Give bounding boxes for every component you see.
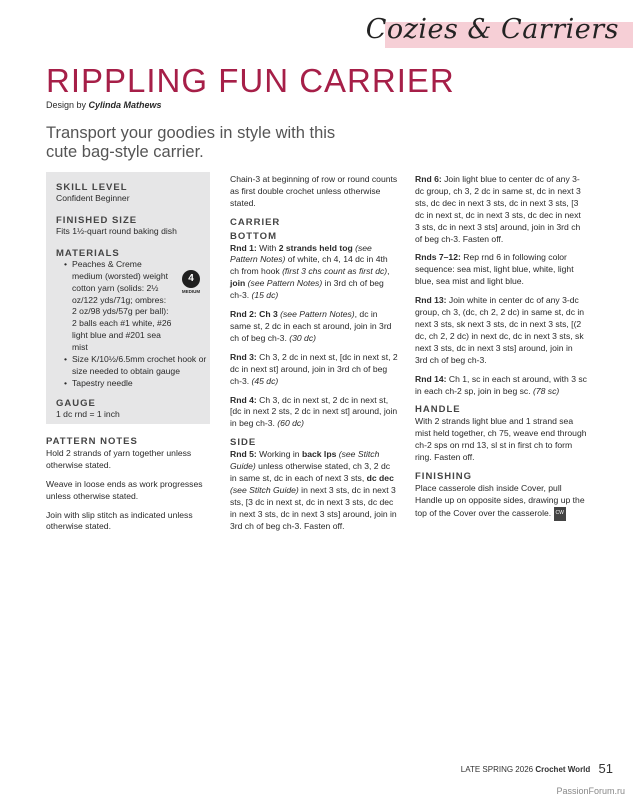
instructions-column-2	[230, 174, 398, 539]
page-footer	[461, 761, 613, 776]
yarn-weight-icon	[176, 270, 206, 296]
finishing-heading: FINISHING	[415, 470, 473, 482]
rounds-7-12: Rnds 7–12: Rep rnd 6 in following color sequence: sea mist, light blue, white, light blue, sea mist and light blue.	[415, 252, 574, 287]
gauge-heading: GAUGE	[56, 397, 96, 409]
bottom-heading: BOTTOM	[230, 230, 277, 242]
handle-text: With 2 strands light blue and 1 strand sea mist held together, ch 75, weave end through ch-2 sps on rnd 13, sl st in first ch to form ring. Fasten off.	[415, 416, 587, 463]
round-13: Rnd 13: Join white in center dc of any 3-dc group, ch 3, (dc, ch 2, 2 dc) in same st, dc in next 3 sts, sk next 3 sts, dc in next 3 sts, [(2 dc, ch 2, 2 dc) in next dc, dc in next 3 sts, sk next 3 sts, dc in next 3 sts] around, join in 3rd ch of beg ch-3.	[415, 295, 585, 365]
intro-text: Transport your goodies in style with this cute bag-style carrier.	[46, 124, 336, 161]
handle-heading: HANDLE	[415, 404, 461, 416]
side-heading: SIDE	[230, 437, 257, 449]
pattern-note: Weave in loose ends as work progresses unless otherwise stated.	[46, 478, 203, 501]
round-4: Rnd 4: Ch 3, dc in next st, 2 dc in next st, [dc in next 2 sts, 2 dc in next st] around, join in beg ch-3. (60 dc)	[230, 394, 398, 429]
designer-credit	[46, 100, 162, 110]
magazine-name: Crochet World	[535, 765, 591, 774]
material-item: • Tapestry needle	[64, 378, 210, 390]
design-prefix: Design by	[46, 100, 87, 110]
page-number: 51	[598, 761, 613, 776]
pattern-note: Join with slip stitch as indicated unless otherwise stated.	[46, 509, 193, 532]
page-title: RIPPLING FUN CARRIER	[46, 62, 455, 99]
gauge-text: 1 dc rnd = 1 inch	[56, 408, 120, 419]
pattern-note: Hold 2 strands of yarn together unless otherwise stated.	[46, 447, 192, 470]
material-item: • Peaches & Creme medium (worsted) weight cotton yarn (solids: 2½ oz/122 yds/71g; ombres: 2 oz/98 yds/57g per ball): 2 balls each #1 white, #26 light blue and #201 sea mist	[64, 259, 210, 354]
pattern-notes-heading: PATTERN NOTES	[46, 436, 138, 447]
finishing-text: Place casserole dish inside Cover, pull Handle up on opposite sides, drawing up the top of the Cover over the casserole. CW	[415, 483, 587, 521]
round-3: Rnd 3: Ch 3, 2 dc in next st, [dc in next st, 2 dc in next st] around, join in 3rd ch of beg ch-3. (45 dc)	[230, 351, 398, 386]
yarn-weight-number: 4	[182, 270, 200, 288]
round-1: Rnd 1: With 2 strands held tog (see Pattern Notes) of white, ch 4, 14 dc in 4th ch from hook (first 3 chs count as first dc), join (see Pattern Notes) in 3rd ch of beg ch-3. (15 dc)	[230, 242, 390, 301]
requirements-box	[46, 172, 210, 424]
instructions-column-3	[415, 174, 587, 528]
skill-heading: SKILL LEVEL	[56, 182, 128, 193]
round-2: Rnd 2: Ch 3 (see Pattern Notes), dc in same st, 2 dc in each st around, join in 3rd ch of beg ch-3. (30 dc)	[230, 309, 392, 343]
material-item: • Size K/10½/6.5mm crochet hook or size needed to obtain gauge	[64, 354, 210, 378]
materials-heading: MATERIALS	[56, 247, 120, 259]
designer-name: Cylinda Mathews	[88, 100, 162, 110]
pattern-notes	[46, 436, 216, 540]
section-banner-title: Cozies & Carriers	[365, 14, 619, 45]
yarn-weight-label: MEDIUM	[181, 289, 201, 294]
size-text: Fits 1½-quart round baking dish	[56, 225, 177, 236]
issue-label: LATE SPRING 2026	[460, 765, 534, 774]
round-5: Rnd 5: Working in back lps (see Stitch Guide) unless otherwise stated, ch 3, 2 dc in same st, dc in each of next 3 sts, dc dec (see Stitch Guide) in next 3 sts, dc in next 3 sts, [3 dc in next st, dc in next 3 sts, dc dec in next 3 sts, dc in next 3 sts] around, join in 3rd ch of beg ch-3. Fasten off.	[230, 449, 397, 531]
round-14: Rnd 14: Ch 1, sc in each st around, with 3 sc in each ch-2 sp, join in beg sc. (78 sc)	[415, 373, 587, 396]
round-6: Rnd 6: Join light blue to center dc of any 3-dc group, ch 3, 2 dc in same st, dc in next 3 sts, dc dec in next 3 sts, dc in next 3 sts, [3 dc in next st, dc in next 3 sts, dc dec in next 3 sts, dc in next 3 sts] around, join in 3rd ch of beg ch-3. Fasten off.	[415, 174, 581, 244]
carrier-heading: CARRIER	[230, 216, 281, 228]
end-mark-icon: CW	[554, 507, 566, 521]
watermark: PassionForum.ru	[556, 786, 625, 796]
skill-text: Confident Beginner	[56, 193, 130, 203]
chain-note: Chain-3 at beginning of row or round counts as first double crochet unless otherwise stated.	[230, 174, 398, 208]
size-heading: FINISHED SIZE	[56, 214, 138, 226]
